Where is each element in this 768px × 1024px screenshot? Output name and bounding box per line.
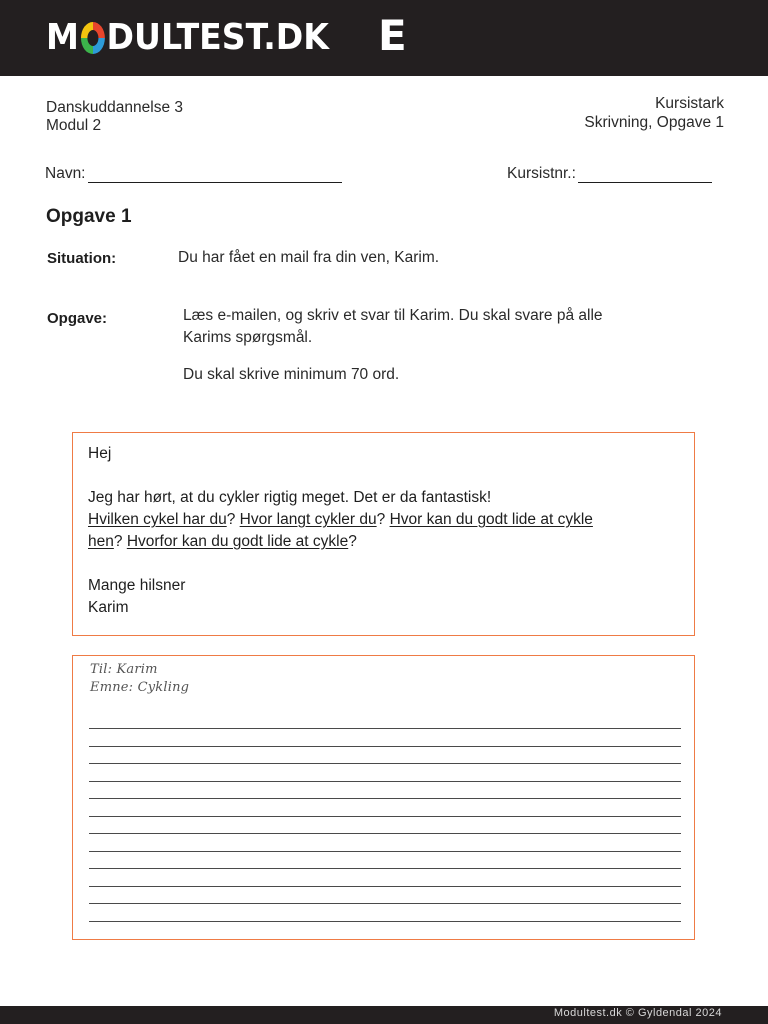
writing-line[interactable] (89, 868, 681, 869)
email-questions: Hvilken cykel har du? Hvor langt cykler du? Hvor kan du godt lide at cykle hen? Hvorfor kan du godt lide at cykle? (88, 511, 593, 550)
question-4: Hvorfor kan du godt lide at cykle (126, 533, 349, 550)
name-line[interactable] (88, 167, 342, 183)
writing-line[interactable] (89, 886, 681, 887)
question-1: Hvilken cykel har du (88, 511, 227, 528)
name-label: Navn: (45, 165, 86, 182)
section-name: Skrivning, Opgave 1 (584, 114, 724, 131)
situation-text: Du har fået en mail fra din ven, Karim. (178, 249, 440, 266)
writing-line[interactable] (89, 851, 681, 852)
footer-bar (0, 1006, 768, 1024)
module-name: Modul 2 (46, 117, 102, 134)
writing-line[interactable] (89, 833, 681, 834)
email-signature: Karim (88, 599, 129, 616)
situation-label: Situation: (47, 250, 117, 267)
level-letter: E (378, 11, 407, 60)
modultest-logo (46, 14, 329, 60)
writing-line[interactable] (89, 798, 681, 799)
question-3-end: hen (88, 533, 114, 550)
header-bar (0, 0, 768, 76)
student-number-line[interactable] (578, 167, 712, 183)
answer-to: Til: Karim (90, 662, 158, 677)
writing-line[interactable] (89, 816, 681, 817)
task-word-minimum: Du skal skrive minimum 70 ord. (183, 366, 400, 383)
question-3-start: Hvor kan du godt lide at cykle (389, 511, 593, 528)
name-field[interactable] (45, 165, 342, 183)
email-greeting: Hej (88, 445, 112, 462)
student-number-label: Kursistnr.: (507, 165, 576, 182)
logo-text-end: DULTEST.DK (106, 16, 329, 58)
logo-ring-icon (81, 22, 105, 54)
sheet-info (584, 94, 724, 132)
task-line-1: Læs e-mailen, og skriv et svar til Karim. Du skal svare på alle (183, 307, 603, 324)
footer-copyright: Modultest.dk © Gyldendal 2024 (553, 1007, 722, 1019)
writing-line[interactable] (89, 763, 681, 764)
task-line-2: Karims spørgsmål. (183, 329, 313, 346)
email-closing: Mange hilsner (88, 577, 186, 594)
course-info (46, 99, 183, 135)
email-box (72, 432, 695, 636)
writing-line[interactable] (89, 921, 681, 922)
student-number-field[interactable] (507, 165, 712, 183)
answer-box[interactable] (72, 655, 695, 940)
writing-line[interactable] (89, 728, 681, 729)
answer-subject: Emne: Cykling (90, 680, 190, 695)
logo-text-start: M (46, 16, 79, 58)
task-label: Opgave: (47, 310, 108, 327)
task-instructions (183, 305, 603, 349)
question-2: Hvor langt cykler du (239, 511, 377, 528)
writing-line[interactable] (89, 746, 681, 747)
sheet-name: Kursistark (655, 95, 724, 112)
task-title: Opgave 1 (46, 206, 132, 227)
writing-line[interactable] (89, 903, 681, 904)
course-name: Danskuddannelse 3 (46, 99, 184, 116)
writing-line[interactable] (89, 781, 681, 782)
email-intro: Jeg har hørt, at du cykler rigtig meget. Det er da fantastisk! (88, 489, 492, 506)
